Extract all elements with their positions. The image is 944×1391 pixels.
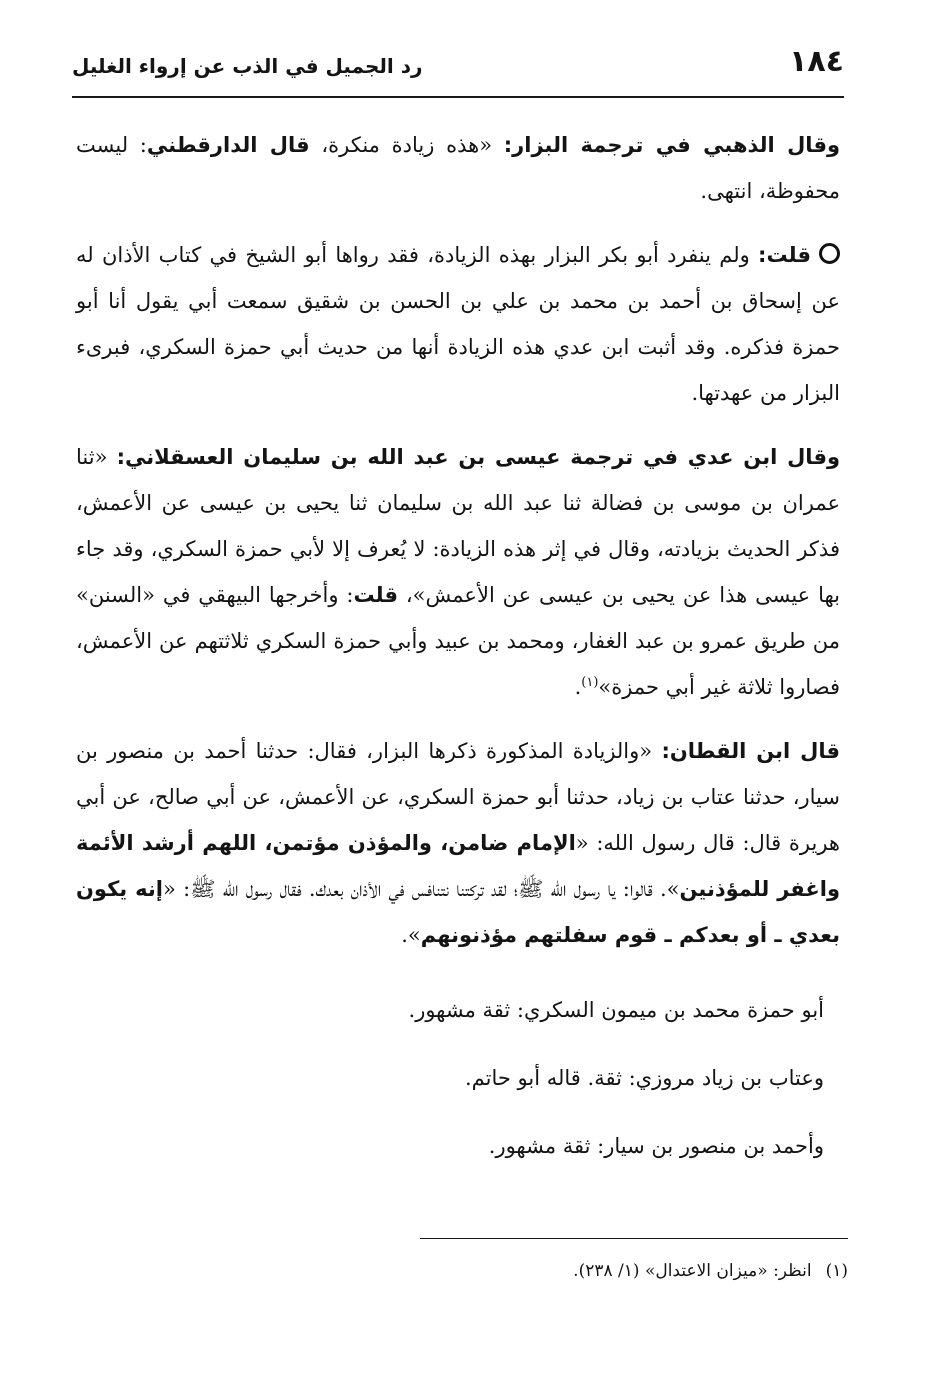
bold-phrase: قلت [353, 583, 399, 607]
body-text: : وأخرجها البيهقي في «السنن» من طريق عمرو بن عبد الغفار، ومحمد بن عبيد وأبي حمزة السكري ثلاثتهم عن الأعمش، فصاروا ثلاثة غير أبي حمزة» [76, 583, 840, 699]
hadith-text: إنه يكون بعدي ـ أو بعدكم ـ قوم سفلتهم مؤذنونهم [76, 877, 840, 947]
running-title: رد الجميل في الذب عن إرواء الغليل [72, 54, 423, 78]
body-text: «ثنا عمران بن موسى بن فضالة ثنا عبد الله بن سليمان ثنا يحيى بن عيسى عن الأعمش، فذكر الحديث بزيادته، وقال في إثر هذه الزيادة: لا يُعرف إلا لأبي حمزة السكري، وقد جاء بها عيسى هذا عن يحيى بن عيسى عن الأعمش»، [76, 445, 840, 607]
bold-lead: وقال الذهبي في ترجمة البزار: [503, 133, 840, 157]
paragraph-ibn-qattan [76, 728, 840, 958]
footnote-reference[interactable]: (١) [581, 675, 599, 690]
paragraph-qultu [76, 232, 840, 416]
body-text: ولم ينفرد أبو بكر البزار بهذه الزيادة، فقد رواها أبو الشيخ في كتاب الأذان له عن إسحاق بن أحمد بن محمد بن علي بن الحسن بن شقيق سمعت أبي يقول أنا أبو حمزة فذكره. وقد أثبت ابن عدي هذه الزيادة أنها من حديث أبي حمزة السكري، فبرىء البزار من عهدتها. [76, 243, 840, 405]
body-text: «هذه زيادة منكرة، [309, 133, 504, 157]
narrator-list [76, 976, 840, 1180]
hadith-text: الإمام ضامن، والمؤذن مؤتمن، اللهم أرشد الأئمة واغفر للمؤذنين [76, 831, 840, 901]
circle-icon [819, 243, 840, 264]
body-text: «والزيادة المذكورة ذكرها البزار، فقال: حدثنا أحمد بن منصور بن سيار، حدثنا عتاب بن زياد، حدثنا أبو حمزة السكري، عن الأعمش، عن أبي صالح، عن أبي هريرة قال: قال رسول الله: « [76, 739, 841, 855]
footnote-marker: (١) [825, 1261, 848, 1281]
bold-lead: قال ابن القطان: [661, 739, 840, 763]
page-number: ١٨٤ [789, 44, 844, 79]
narrator-line: أبو حمزة محمد بن ميمون السكري: ثقة مشهور. [408, 998, 824, 1022]
body-text: ». قالوا: يا رسول الله ﷺ؛ لقد تركتنا نتنافس في الأذان بعدك. فقال رسول الله ﷺ: « [162, 877, 680, 901]
main-text [76, 122, 840, 1180]
page-header [72, 42, 844, 88]
body-text: : ليست محفوظة، انتهى. [76, 133, 840, 203]
header-rule [72, 96, 844, 98]
body-text: . [574, 675, 582, 699]
bold-lead: وقال ابن عدي في ترجمة عيسى بن عبد الله بن سليمان العسقلاني: [116, 445, 840, 469]
paragraph-dhahabi [76, 122, 840, 214]
body-text: ». [401, 923, 421, 947]
bold-phrase: قال الدارقطني [146, 133, 310, 157]
footnote [573, 1258, 848, 1284]
paragraph-ibn-adi [76, 434, 840, 710]
narrator-line: وعتاب بن زياد مروزي: ثقة. قاله أبو حاتم. [465, 1066, 824, 1090]
footnote-text: انظر: «ميزان الاعتدال» (١/ ٢٣٨). [573, 1261, 812, 1281]
narrator-line: وأحمد بن منصور بن سيار: ثقة مشهور. [488, 1134, 824, 1158]
footnote-rule [420, 1238, 848, 1239]
bold-lead: قلت: [758, 243, 811, 267]
